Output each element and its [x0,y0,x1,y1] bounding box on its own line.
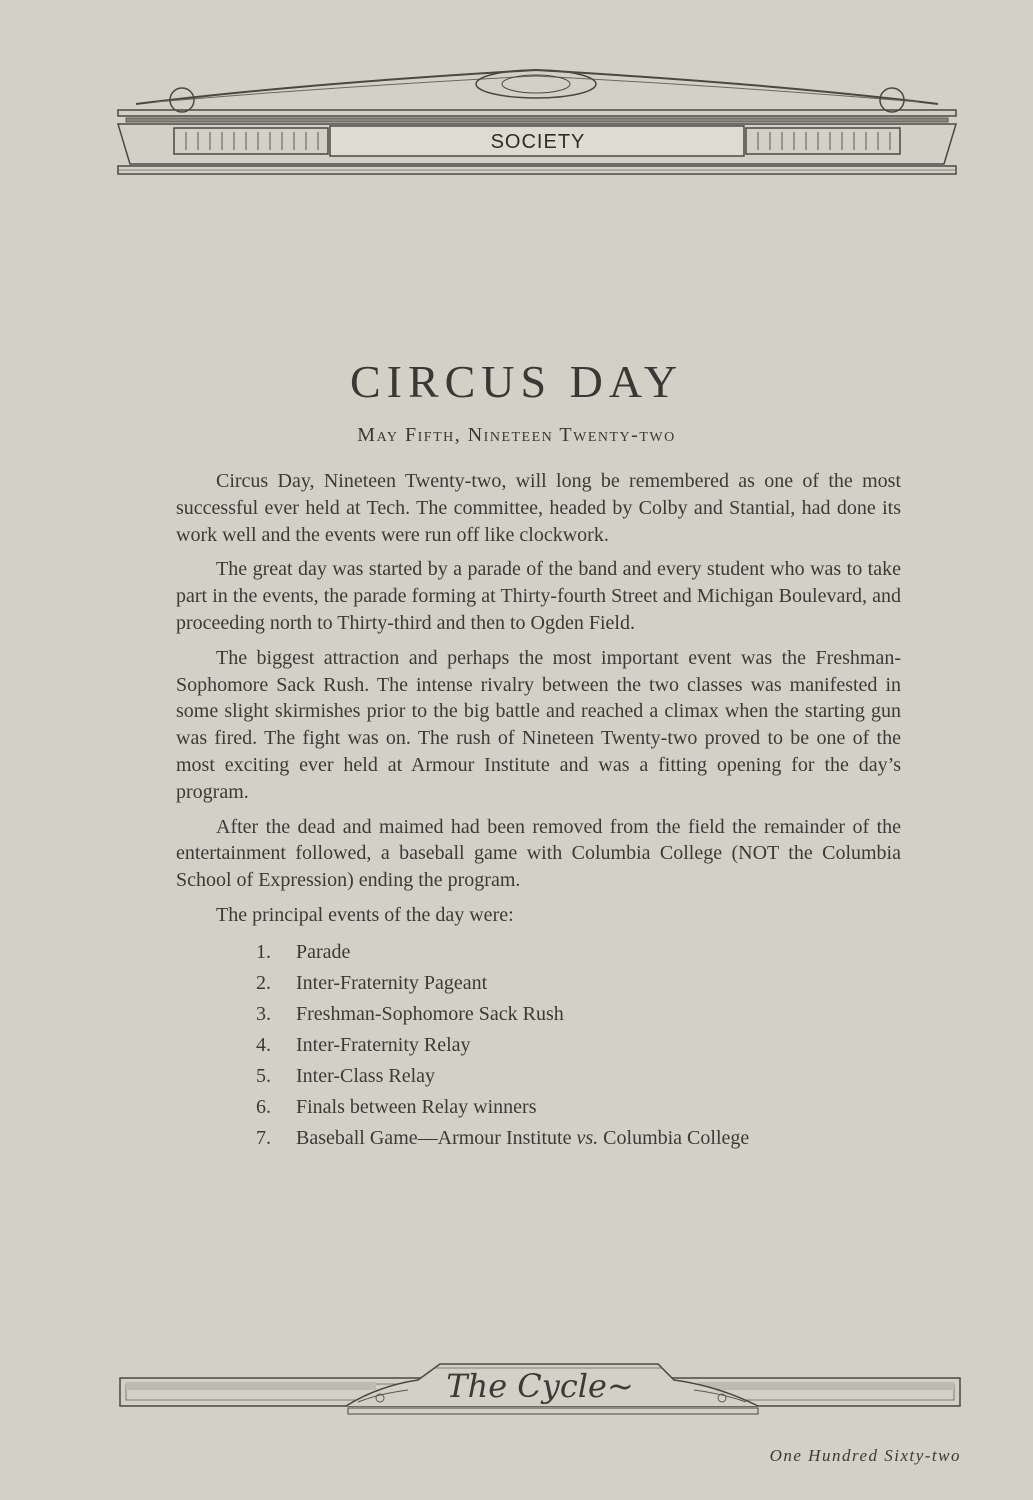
list-item-number: 6. [256,1095,271,1118]
list-item [256,999,901,1030]
paragraph: The great day was started by a parade of the band and every student who was to take part in the events, the parade forming at Thirty-fourth Street and Michigan Boulevard, and proceeding north to Thirty-third and then to Ogden Field. [176,558,901,634]
list-item [256,1123,901,1154]
list-item-number: 4. [256,1033,271,1056]
list-item-vs: vs. [576,1126,599,1149]
list-item-number: 3. [256,1002,271,1025]
page-number: One Hundred Sixty-two [769,1446,961,1465]
events-list [176,937,901,1154]
paragraph: Circus Day, Nineteen Twenty-two, will long be remembered as one of the most successful ever held at Tech. The committee, headed by Colby and Stantial, had done its work well and the events were run off like clockwork. [176,470,901,546]
list-item-text-before: Baseball Game—Armour Institute [296,1126,577,1149]
page-title: CIRCUS DAY [349,356,684,407]
list-item-number: 2. [256,971,271,994]
list-item-text: Parade [296,940,351,963]
list-item-text: Inter-Class Relay [296,1064,436,1087]
list-item-number: 7. [256,1126,271,1149]
article-body [176,468,901,1154]
list-item-text: Freshman-Sophomore Sack Rush [296,1002,564,1025]
list-item-text-after: Columbia College [598,1126,750,1149]
footer-logo: The Cycle~ [446,1367,634,1405]
list-item [256,968,901,999]
paragraph: After the dead and maimed had been removed from the field the remainder of the entertainment followed, a baseball game with Columbia College (NOT the Columbia School of Expression) ending the program. [176,815,901,892]
list-item-text: Inter-Fraternity Pageant [296,971,488,994]
list-item-number: 1. [256,940,271,963]
page-subtitle: May Fifth, Nineteen Twenty-two [357,424,676,446]
header-ornament-graphic [116,62,958,178]
list-item [256,1030,901,1061]
paragraph: The biggest attraction and perhaps the most important event was the Freshman-Sophomore Sack Rush. The intense rivalry between the two classes was manifested in some slight skirmishes prior to the big battle and reached a climax when the starting gun was fired. The fight was on. The rush of Nineteen Twenty-two proved to be one of the most exciting ever held at Armour Institute and was a fitting opening for the day’s program. [176,646,901,803]
section-label: SOCIETY [490,131,586,153]
list-item-text: Finals between Relay winners [296,1095,537,1118]
list-item-text: Inter-Fraternity Relay [296,1033,471,1056]
list-item [256,1061,901,1092]
events-intro: The principal events of the day were: [216,903,514,926]
list-item [256,937,901,968]
list-item [256,1092,901,1123]
list-item-text [296,1123,749,1154]
list-item-number: 5. [256,1064,271,1087]
header-ornament [116,62,958,178]
